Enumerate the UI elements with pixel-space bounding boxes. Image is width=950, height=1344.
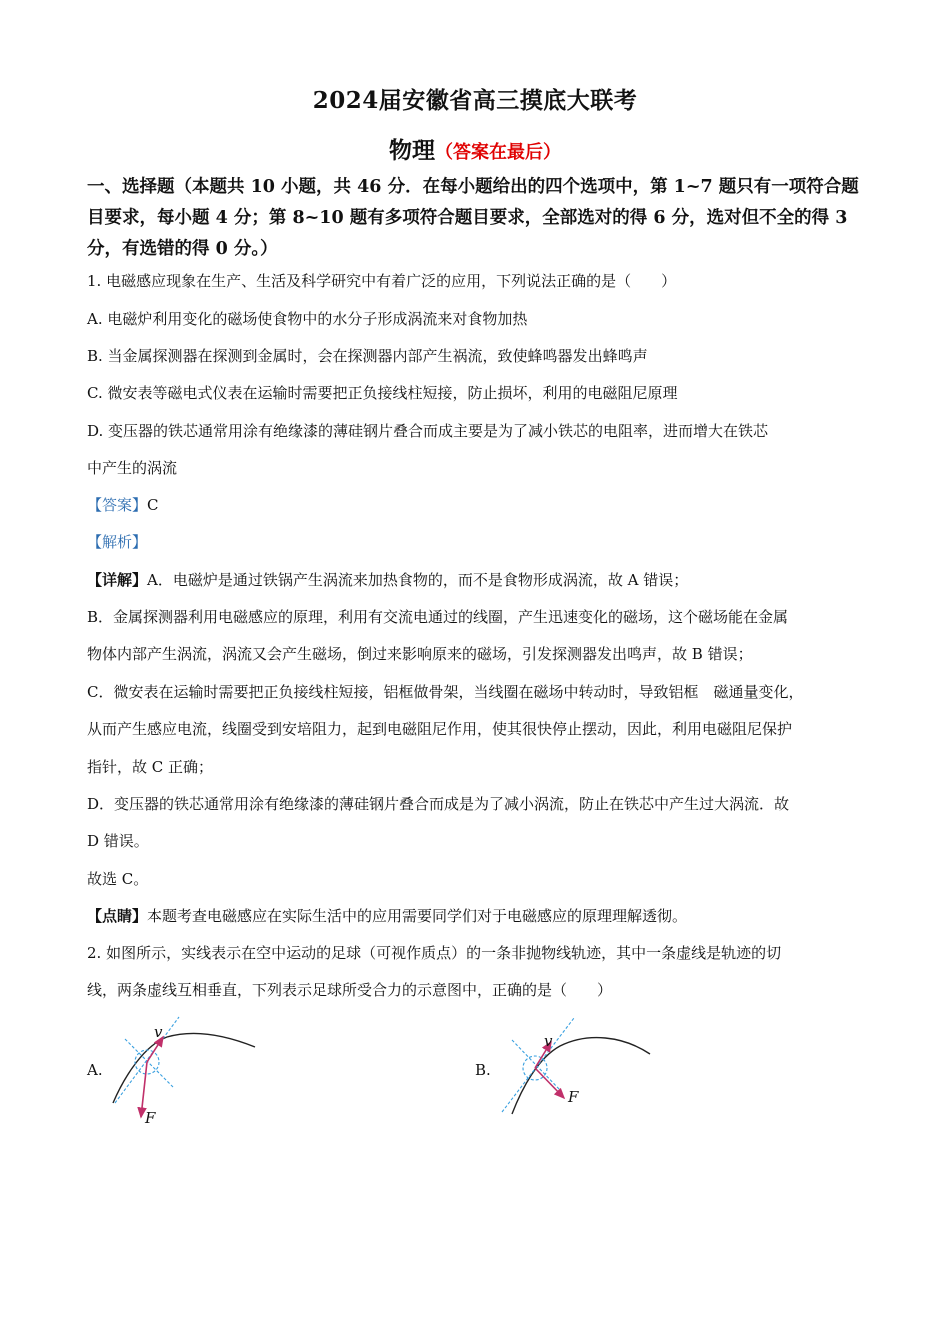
detail-tag: 【详解】 <box>87 571 148 589</box>
q1-option-a: A. 电磁炉利用变化的磁场使食物中的水分子形成涡流来对食物加热 <box>87 310 528 328</box>
q1-stem: 1. 电磁感应现象在生产、生活及科学研究中有着广泛的应用，下列说法正确的是（ ） <box>87 272 677 290</box>
detail-a-text: A．电磁炉是通过铁锅产生涡流来加热食物的，而不是食物形成涡流，故 A 错误； <box>147 571 689 589</box>
normal-dashed-line <box>125 1039 173 1087</box>
q1-detail-d1: D．变压器的铁芯通常用涂有绝缘漆的薄硅钢片叠合而成是为了减小涡流，防止在铁芯中产生过大涡流．故 <box>87 795 790 813</box>
q1-comment <box>87 905 687 926</box>
q1-detail-c2: 从而产生感应电流，线圈受到安培阻力，起到电磁阻尼作用，使其很快停止摆动，因此，利用电磁阻尼保护 <box>87 720 793 738</box>
page-subtitle <box>0 132 950 165</box>
q2-stem-line1: 2. 如图所示，实线表示在空中运动的足球（可视作质点）的一条非抛物线轨迹，其中一条虚线是轨迹的切 <box>87 944 782 962</box>
figure-b-diagram <box>498 1018 658 1123</box>
q2-stem-line2: 线，两条虚线互相垂直，下列表示足球所受合力的示意图中，正确的是（ ） <box>87 981 613 999</box>
q1-option-b: B. 当金属探测器在探测到金属时，会在探测器内部产生祸流，致使蜂鸣器发出蜂鸣声 <box>87 347 648 365</box>
trajectory-curve <box>512 1038 650 1114</box>
q1-detail-b1: B．金属探测器利用电磁感应的原理，利用有交流电通过的线圈，产生迅速变化的磁场，这个磁场能在金属 <box>87 608 789 626</box>
force-label: F <box>568 1088 579 1106</box>
force-label: F <box>145 1109 156 1127</box>
figure-a-label: A. <box>87 1061 103 1079</box>
q1-option-c: C. 微安表等磁电式仪表在运输时需要把正负接线柱短接，防止损坏，利用的电磁阻尼原理 <box>87 384 678 402</box>
figure-a-diagram <box>105 1015 265 1130</box>
q1-option-d-line1: D. 变压器的铁芯通常用涂有绝缘漆的薄硅钢片叠合而成主要是为了减小铁芯的电阻率，进而增大在铁芯 <box>87 422 769 440</box>
answer-value: C <box>147 496 159 514</box>
q1-detail-c1: C．微安表在运输时需要把正负接线柱短接，铝框做骨架，当线圈在磁场中转动时，导致铝框 磁通量变化， <box>87 683 804 701</box>
q1-option-d-line2: 中产生的涡流 <box>87 459 178 477</box>
subject-label: 物理 <box>389 137 435 164</box>
section-header: 一、选择题（本题共 10 小题，共 46 分．在每小题给出的四个选项中，第 1~7 题只有一项符合题目要求，每小题 4 分；第 8~10 题有多项符合题目要求，全部选对的得 6 分，选对但不全的得 3 分，有选错的得 0 分。） <box>87 177 859 259</box>
q1-detail-d2: D 错误。 <box>87 832 149 850</box>
velocity-label: v <box>544 1032 553 1050</box>
figure-b-label: B. <box>475 1061 491 1079</box>
force-arrow <box>535 1068 564 1098</box>
comment-text: 本题考查电磁感应在实际生活中的应用需要同学们对于电磁感应的原理理解透彻。 <box>147 907 688 925</box>
answer-note: （答案在最后） <box>435 142 561 163</box>
trajectory-curve <box>113 1033 255 1103</box>
q1-detail-a <box>87 569 688 590</box>
q1-answer <box>87 494 159 515</box>
q1-conclusion: 故选 C。 <box>87 870 149 888</box>
q1-detail-c3: 指针，故 C 正确； <box>87 758 214 776</box>
page-title: 2024届安徽省高三摸底大联考 <box>312 87 638 114</box>
analysis-tag: 【解析】 <box>87 533 148 551</box>
answer-tag: 【答案】 <box>87 496 148 514</box>
velocity-label: v <box>154 1023 163 1041</box>
tangent-dashed-line <box>115 1017 179 1103</box>
comment-tag: 【点睛】 <box>87 907 148 925</box>
q1-detail-b2: 物体内部产生涡流，涡流又会产生磁场，倒过来影响原来的磁场，引发探测器发出鸣声，故 B 错误； <box>87 645 753 663</box>
